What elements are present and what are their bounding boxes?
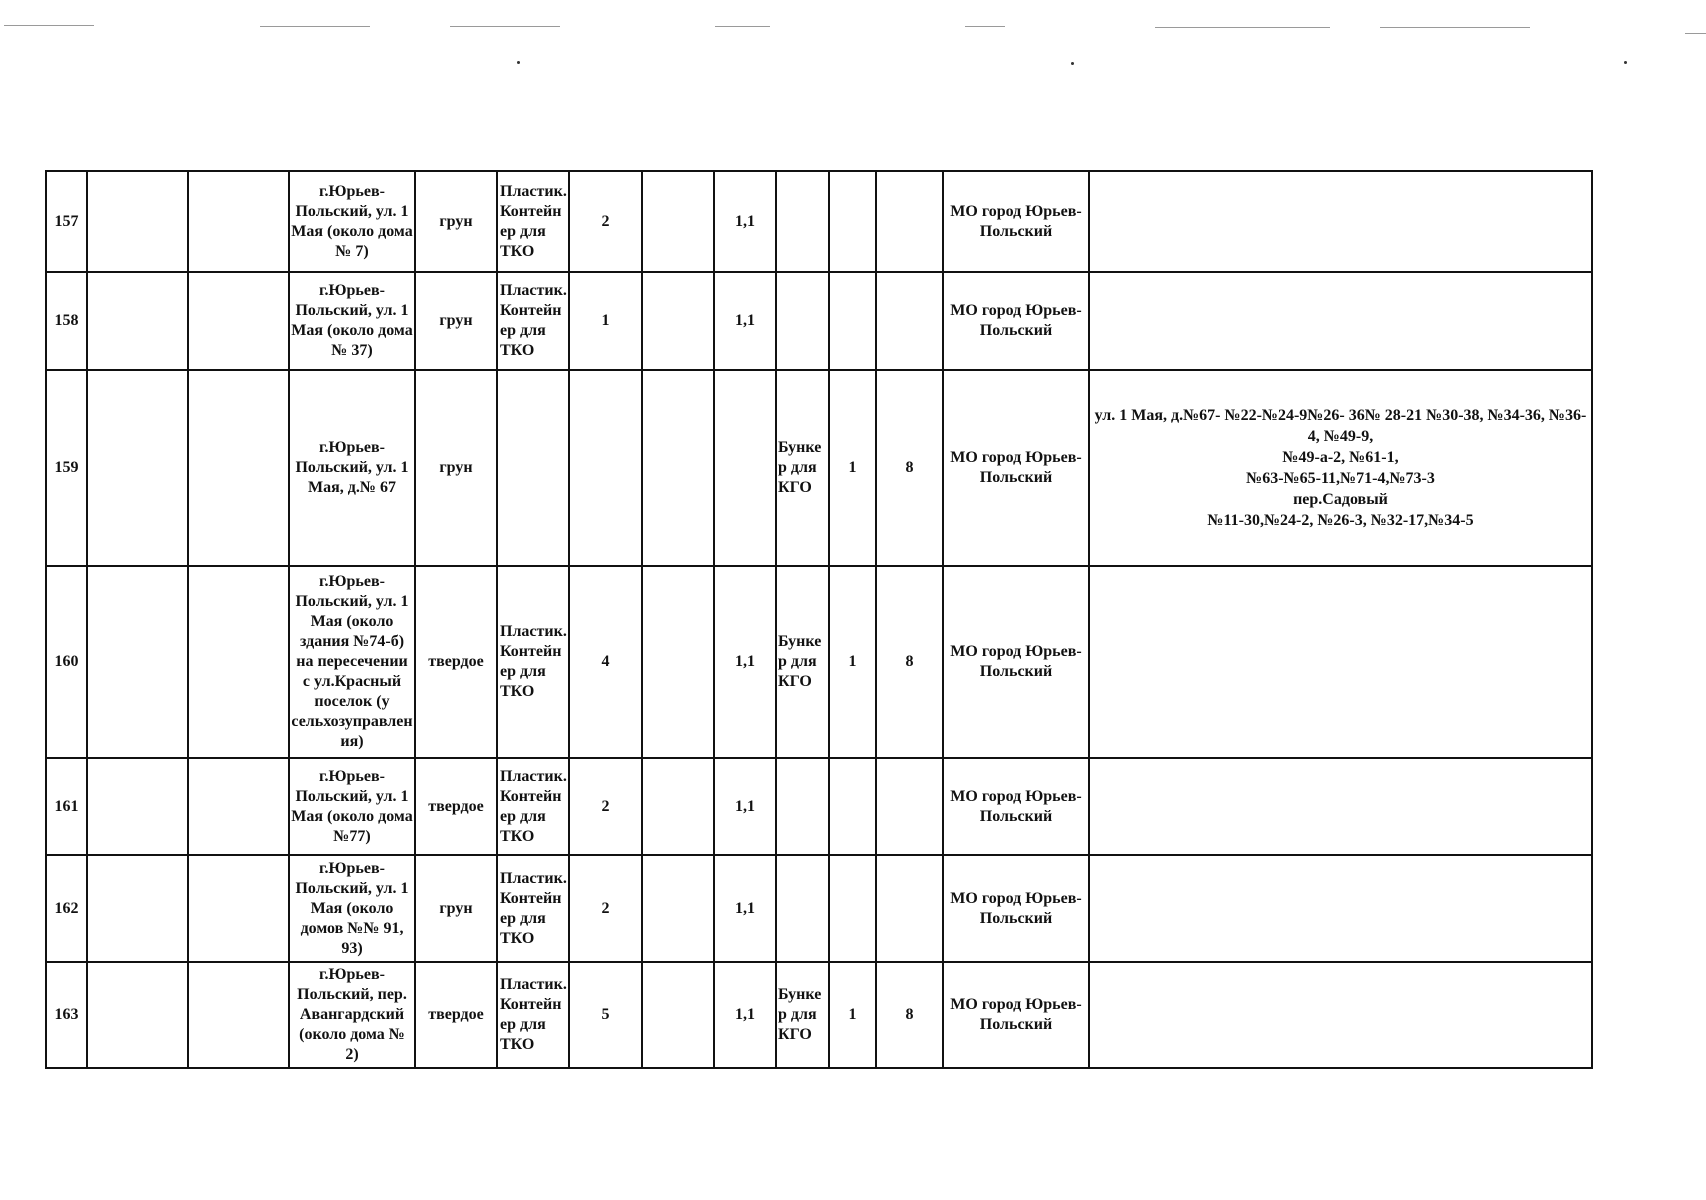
row-number-cell: 159 [46, 370, 87, 566]
table-body [46, 171, 1592, 1068]
waste-sources-cell [1089, 272, 1592, 370]
address-cell: г.Юрьев-Польский, ул. 1 Мая (около здания №74-б) на пересечении с ул.Красный поселок (у сельхозуправления) [289, 566, 415, 758]
bunker-type-cell: Бункер для КГО [776, 566, 829, 758]
owner-cell: МО город Юрьев-Польский [943, 962, 1089, 1068]
table-row [46, 758, 1592, 855]
address-cell: г.Юрьев-Польский, ул. 1 Мая (около дома № 37) [289, 272, 415, 370]
table-row [46, 171, 1592, 272]
bunker-type-cell: Бункер для КГО [776, 370, 829, 566]
bunker-count-cell: 1 [829, 962, 876, 1068]
container-type-cell: Пластик. Контейнер для ТКО [497, 855, 569, 962]
waste-sources-cell [1089, 962, 1592, 1068]
waste-sources-cell [1089, 171, 1592, 272]
address-cell: г.Юрьев-Польский, ул. 1 Мая (около дома № 7) [289, 171, 415, 272]
container-count-cell: 2 [569, 758, 642, 855]
bunker-volume-cell [876, 272, 943, 370]
surface-cell: твердое [415, 962, 497, 1068]
row-number-cell: 157 [46, 171, 87, 272]
bunker-volume-cell [876, 758, 943, 855]
waste-source-line: пер.Садовый [1293, 491, 1388, 508]
bunker-count-cell: 1 [829, 370, 876, 566]
container-type-cell: Пластик. Контейнер для ТКО [497, 272, 569, 370]
owner-cell: МО город Юрьев-Польский [943, 855, 1089, 962]
volume-cell: 1,1 [714, 171, 776, 272]
bunker-count-cell [829, 758, 876, 855]
surface-cell: грун [415, 855, 497, 962]
empty-cell [642, 171, 714, 272]
empty-cell [188, 272, 289, 370]
bunker-type-cell [776, 171, 829, 272]
volume-cell: 1,1 [714, 758, 776, 855]
bunker-type-cell [776, 272, 829, 370]
bunker-count-cell: 1 [829, 566, 876, 758]
volume-cell: 1,1 [714, 272, 776, 370]
container-type-cell: Пластик. Контейнер для ТКО [497, 962, 569, 1068]
waste-sources-cell [1089, 370, 1592, 566]
bunker-volume-cell: 8 [876, 370, 943, 566]
container-count-cell: 1 [569, 272, 642, 370]
empty-cell [87, 171, 188, 272]
bunker-volume-cell [876, 171, 943, 272]
table-row [46, 566, 1592, 758]
bunker-count-cell [829, 855, 876, 962]
volume-cell: 1,1 [714, 855, 776, 962]
row-number-cell: 163 [46, 962, 87, 1068]
container-type-cell [497, 370, 569, 566]
empty-cell [87, 962, 188, 1068]
bunker-volume-cell [876, 855, 943, 962]
bunker-volume-cell: 8 [876, 962, 943, 1068]
bunker-count-cell [829, 272, 876, 370]
table-row [46, 370, 1592, 566]
address-cell: г.Юрьев-Польский, ул. 1 Мая (около дома №77) [289, 758, 415, 855]
bunker-type-cell [776, 855, 829, 962]
container-type-cell: Пластик. Контейнер для ТКО [497, 758, 569, 855]
owner-cell: МО город Юрьев-Польский [943, 370, 1089, 566]
row-number-cell: 161 [46, 758, 87, 855]
address-cell: г.Юрьев-Польский, ул. 1 Мая (около домов №№ 91, 93) [289, 855, 415, 962]
table-row [46, 962, 1592, 1068]
empty-cell [188, 171, 289, 272]
container-count-cell: 4 [569, 566, 642, 758]
address-cell: г.Юрьев-Польский, пер. Авангардский (около дома № 2) [289, 962, 415, 1068]
surface-cell: твердое [415, 758, 497, 855]
row-number-cell: 160 [46, 566, 87, 758]
waste-source-line: ул. 1 Мая, д.№67- №22-№24-9№26- 36№ 28-21 №30-38, №34-36, №36-4, №49-9, [1094, 407, 1587, 445]
container-count-cell [569, 370, 642, 566]
empty-cell [87, 566, 188, 758]
empty-cell [188, 566, 289, 758]
empty-cell [188, 855, 289, 962]
row-number-cell: 158 [46, 272, 87, 370]
empty-cell [188, 962, 289, 1068]
bunker-volume-cell: 8 [876, 566, 943, 758]
surface-cell: грун [415, 272, 497, 370]
volume-cell: 1,1 [714, 962, 776, 1068]
waste-sources-cell [1089, 566, 1592, 758]
address-cell: г.Юрьев-Польский, ул. 1 Мая, д.№ 67 [289, 370, 415, 566]
empty-cell [87, 855, 188, 962]
container-type-cell: Пластик. Контейнер для ТКО [497, 171, 569, 272]
empty-cell [642, 370, 714, 566]
empty-cell [642, 758, 714, 855]
waste-sources-cell [1089, 855, 1592, 962]
bunker-type-cell: Бункер для КГО [776, 962, 829, 1068]
empty-cell [87, 272, 188, 370]
waste-source-line: №63-№65-11,№71-4,№73-3 [1246, 470, 1435, 487]
volume-cell: 1,1 [714, 566, 776, 758]
waste-sources-cell [1089, 758, 1592, 855]
empty-cell [642, 566, 714, 758]
table-row [46, 855, 1592, 962]
owner-cell: МО город Юрьев-Польский [943, 171, 1089, 272]
empty-cell [188, 758, 289, 855]
container-count-cell: 5 [569, 962, 642, 1068]
table-row [46, 272, 1592, 370]
bunker-type-cell [776, 758, 829, 855]
container-type-cell: Пластик. Контейнер для ТКО [497, 566, 569, 758]
empty-cell [188, 370, 289, 566]
bunker-count-cell [829, 171, 876, 272]
container-count-cell: 2 [569, 855, 642, 962]
volume-cell [714, 370, 776, 566]
empty-cell [642, 272, 714, 370]
owner-cell: МО город Юрьев-Польский [943, 566, 1089, 758]
row-number-cell: 162 [46, 855, 87, 962]
surface-cell: грун [415, 370, 497, 566]
waste-source-line: №11-30,№24-2, №26-3, №32-17,№34-5 [1207, 512, 1474, 529]
empty-cell [642, 855, 714, 962]
empty-cell [87, 758, 188, 855]
waste-sites-table [45, 170, 1593, 1069]
owner-cell: МО город Юрьев-Польский [943, 272, 1089, 370]
empty-cell [642, 962, 714, 1068]
surface-cell: твердое [415, 566, 497, 758]
empty-cell [87, 370, 188, 566]
scan-header-artifacts [0, 0, 1706, 70]
container-count-cell: 2 [569, 171, 642, 272]
surface-cell: грун [415, 171, 497, 272]
waste-source-line: №49-а-2, №61-1, [1282, 449, 1399, 466]
owner-cell: МО город Юрьев-Польский [943, 758, 1089, 855]
